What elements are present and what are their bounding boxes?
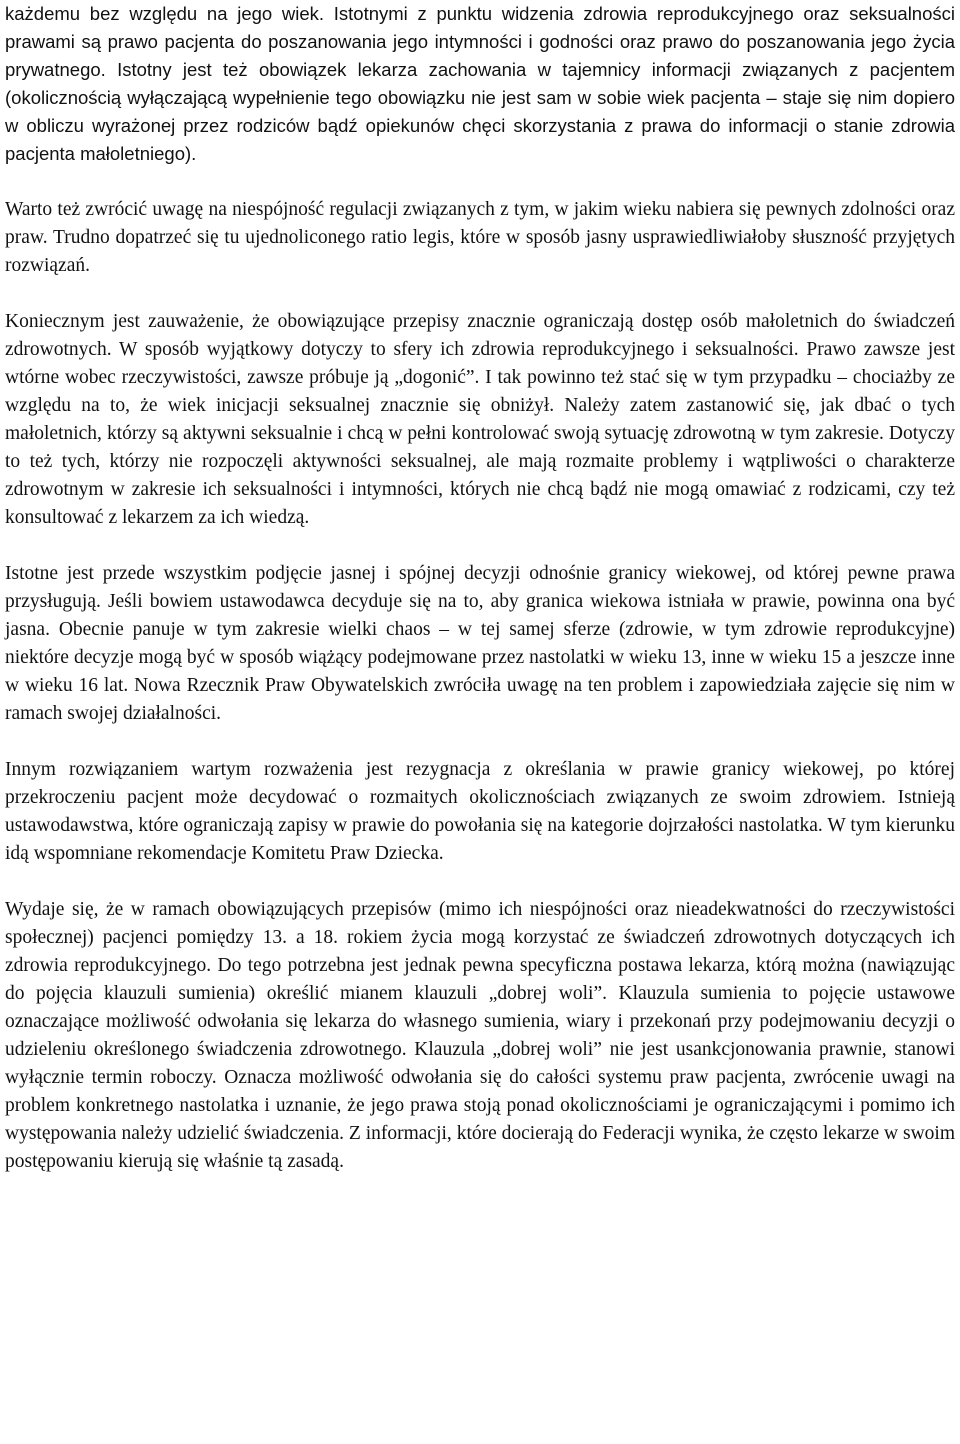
paragraph: Istotne jest przede wszystkim podjęcie jasnej i spójnej decyzji odnośnie granicy wiekowej, od której pewne prawa przysługują. Jeśli bowiem ustawodawca decyduje się na to, aby granica wiekowa istniała w prawie, powinna ona być jasna. Obecnie panuje w tym zakresie wielki chaos – w tej samej sferze (zdrowie, w tym zdrowie reprodukcyjne) niektóre decyzje mogą być w sposób wiążący podejmowane przez nastolatki w wieku 13, inne w wieku 15 a jeszcze inne w wieku 16 lat. Nowa Rzecznik Praw Obywatelskich zwróciła uwagę na ten problem i zapowiedziała zajęcie się nim w ramach swojej działalności. (5, 563, 955, 724)
paragraph: każdemu bez względu na jego wiek. Istotnymi z punktu widzenia zdrowia reprodukcyjnego oraz seksualności prawami są prawo pacjenta do poszanowania jego intymności i godności oraz prawo do poszanowania jego życia prywatnego. Istotny jest też obowiązek lekarza zachowania w tajemnicy informacji związanych z pacjentem (okolicznością wyłączającą wypełnienie tego obowiązku nie jest sam w sobie wiek pacjenta – staje się nim dopiero w obliczu wyrażonej przez rodziców bądź opiekunów chęci skorzystania z prawa do informacji o stanie zdrowia pacjenta małoletniego). (5, 3, 955, 164)
document-page (5, 0, 955, 1176)
paragraph: Innym rozwiązaniem wartym rozważenia jest rezygnacja z określania w prawie granicy wiekowej, po której przekroczeniu pacjent może decydować o rozmaitych okolicznościach związanych ze swoim zdrowiem. Istnieją ustawodawstwa, które ograniczają zapisy w prawie do powołania się na kategorie dojrzałości nastolatka. W tym kierunku idą wspomniane rekomendacje Komitetu Praw Dziecka. (5, 759, 955, 864)
paragraph: Wydaje się, że w ramach obowiązujących przepisów (mimo ich niespójności oraz nieadekwatności do rzeczywistości społecznej) pacjenci pomiędzy 13. a 18. rokiem życia mogą korzystać ze świadczeń zdrowotnych dotyczących ich zdrowia reprodukcyjnego. Do tego potrzebna jest jednak pewna specyficzna postawa lekarza, którą można (nawiązując do pojęcia klauzuli sumienia) określić mianem klauzuli „dobrej woli”. Klauzula sumienia to pojęcie ustawowe oznaczające możliwość odwołania się lekarza do własnego sumienia, wiary i przekonań przy podejmowaniu decyzji o udzieleniu określonego świadczenia zdrowotnego. Klauzula „dobrej woli” nie jest usankcjonowania prawnie, stanowi wyłącznie termin roboczy. Oznacza możliwość odwołania się do całości systemu praw pacjenta, zwrócenie uwagi na problem konkretnego nastolatka i uznanie, że jego prawa stoją ponad okolicznościami je ograniczającymi i pomimo ich występowania należy udzielić świadczenia. Z informacji, które docierają do Federacji wynika, że często lekarze w swoim postępowaniu kierują się właśnie tą zasadą. (5, 899, 955, 1172)
paragraph: Koniecznym jest zauważenie, że obowiązujące przepisy znacznie ograniczają dostęp osób małoletnich do świadczeń zdrowotnych. W sposób wyjątkowy dotyczy to sfery ich zdrowia reprodukcyjnego i seksualności. Prawo zawsze jest wtórne wobec rzeczywistości, zawsze próbuje ją „dogonić”. I tak powinno też stać się w tym przypadku – chociażby ze względu na to, że wiek inicjacji seksualnej znacznie się obniżył. Należy zatem zastanowić się, jak dbać o tych małoletnich, którzy są aktywni seksualnie i chcą w pełni kontrolować swoją sytuację zdrowotną w tym zakresie. Dotyczy to też tych, którzy nie rozpoczęli aktywności seksualnej, ale mają rozmaite problemy i wątpliwości o charakterze zdrowotnym w zakresie ich seksualności i intymności, których nie chcą bądź nie mogą omawiać z rodzicami, czy też konsultować z lekarzem za ich wiedzą. (5, 311, 955, 528)
paragraph: Warto też zwrócić uwagę na niespójność regulacji związanych z tym, w jakim wieku nabiera się pewnych zdolności oraz praw. Trudno dopatrzeć się tu ujednoliconego ratio legis, które w sposób jasny usprawiedliwiałoby słuszność przyjętych rozwiązań. (5, 199, 955, 276)
